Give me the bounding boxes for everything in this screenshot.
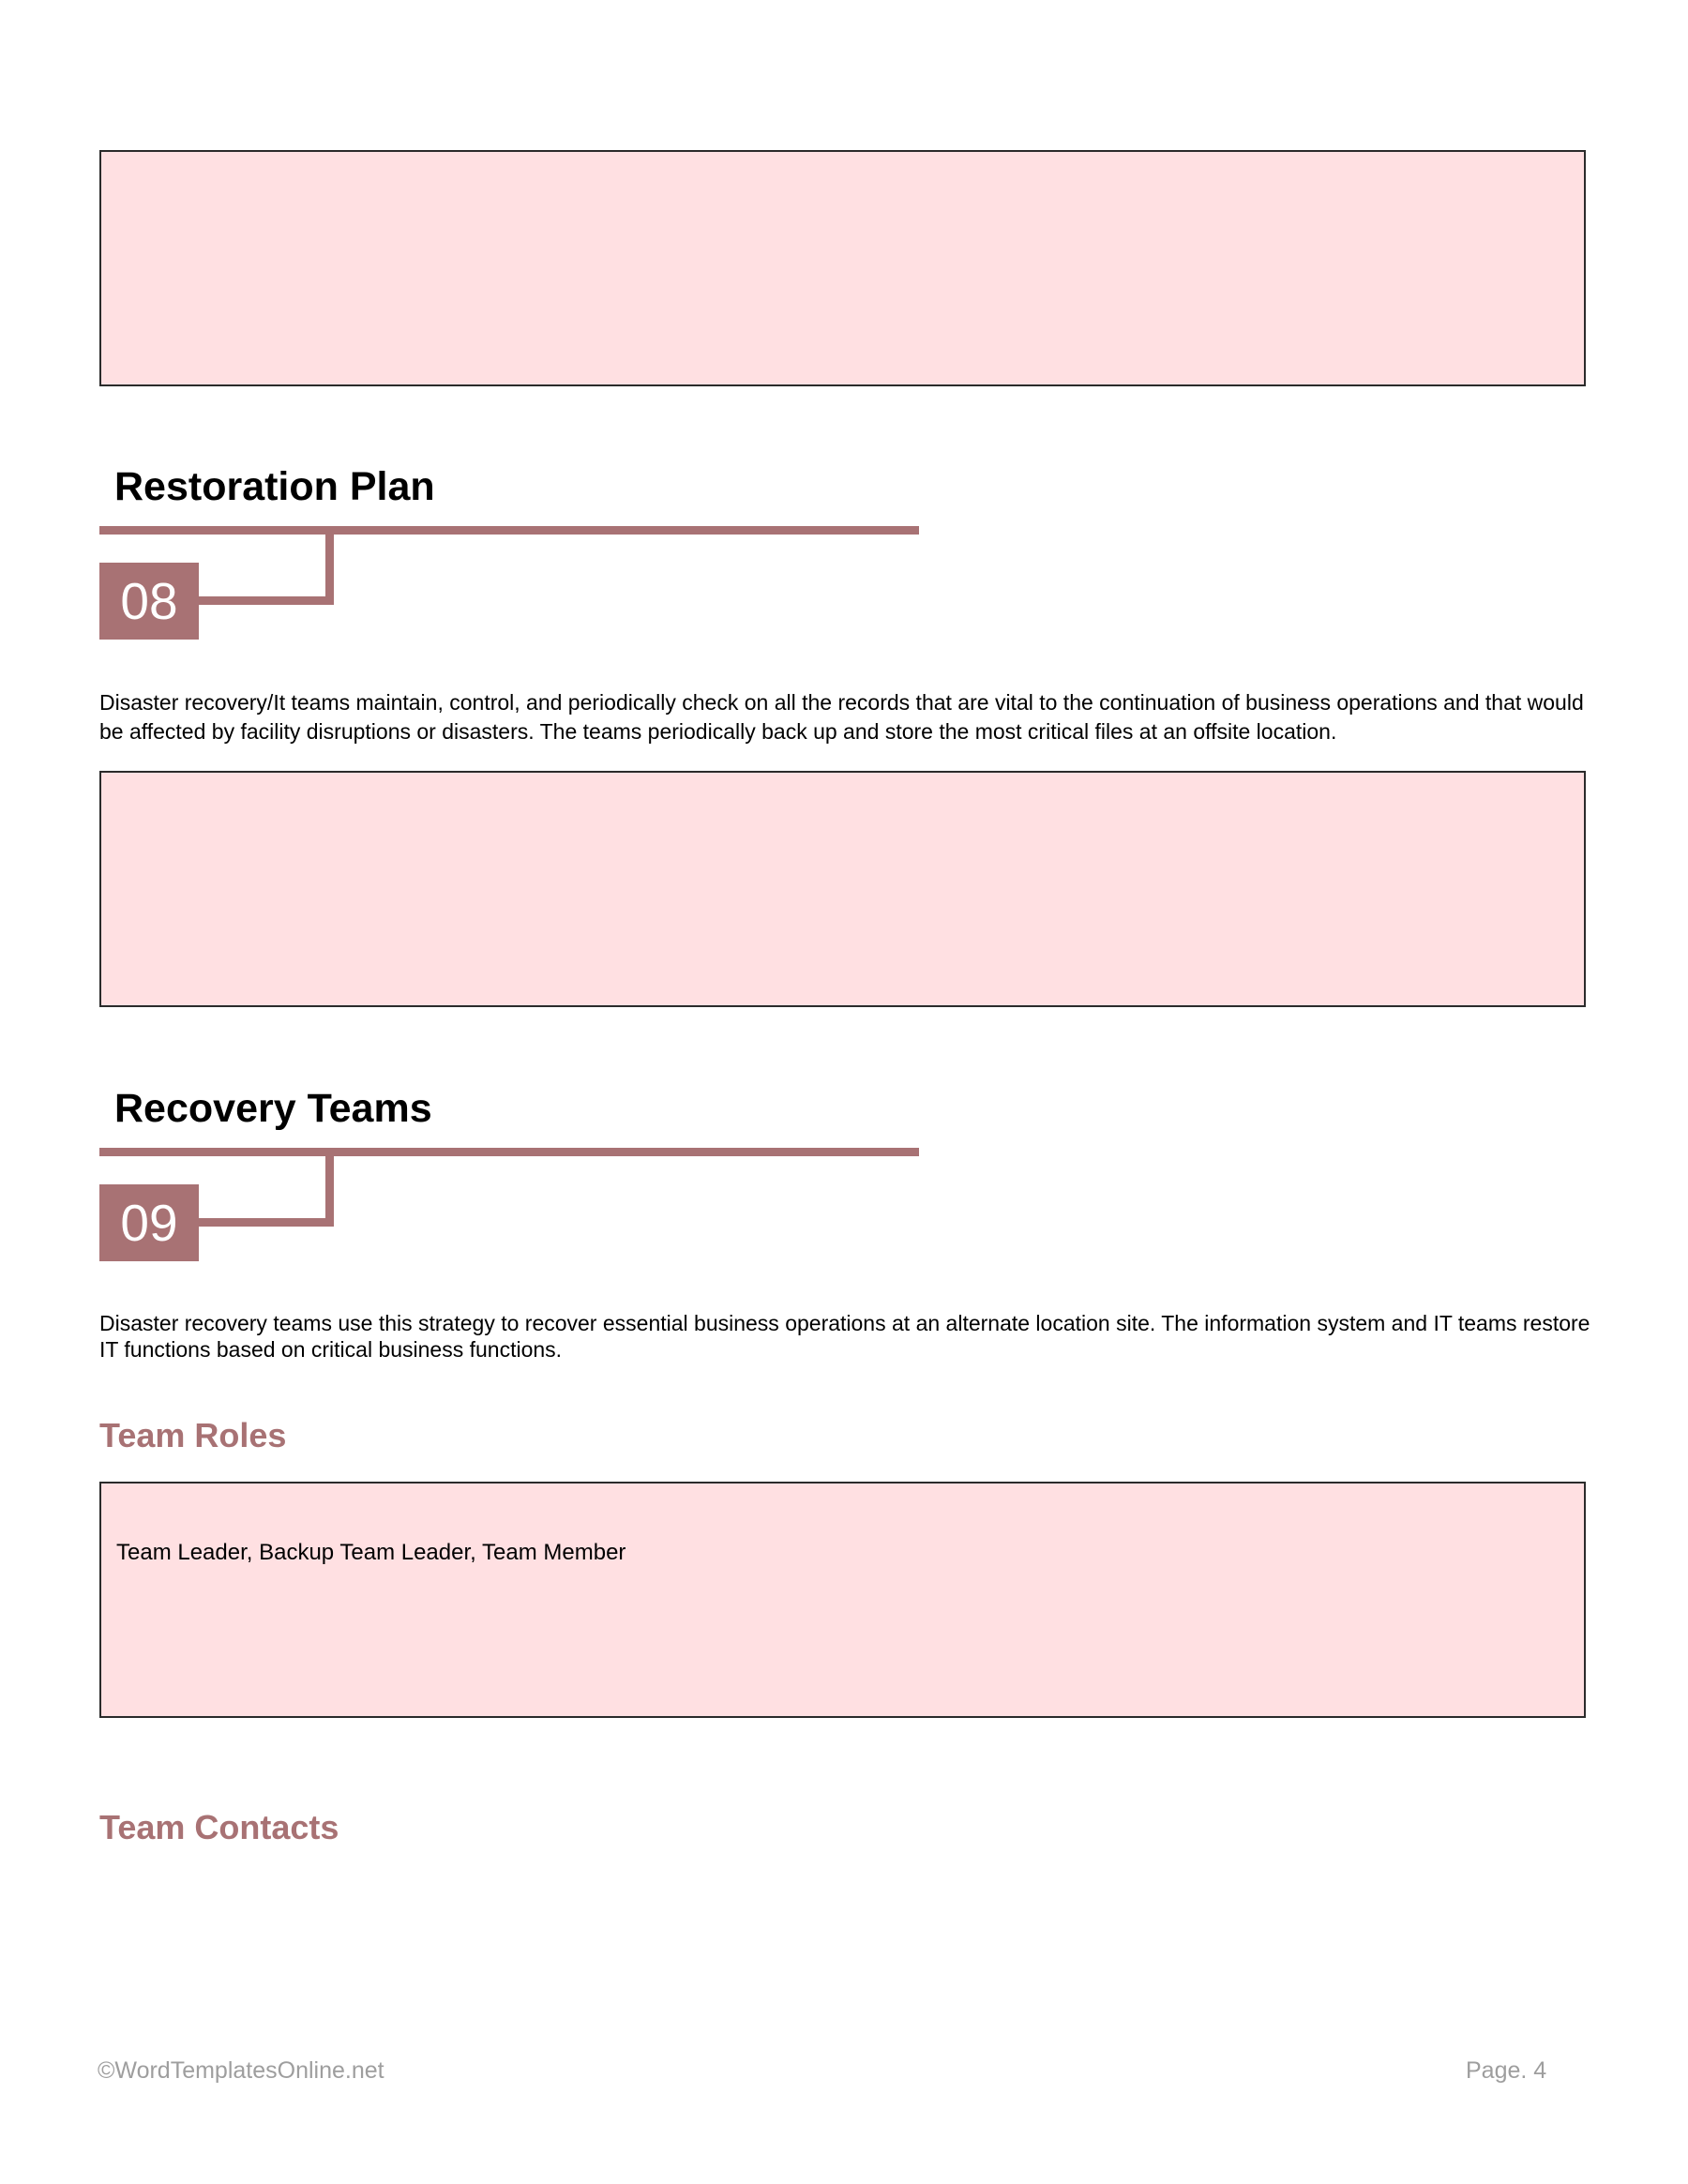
section-rule-connector [197,1218,334,1227]
team-roles-text: Team Leader, Backup Team Leader, Team Member [116,1540,626,1565]
section-rule-horizontal [99,526,919,535]
team-roles-field[interactable] [99,1482,1586,1718]
footer-copyright: ©WordTemplatesOnline.net [98,2057,384,2084]
section-rule-connector [197,596,334,605]
field-box-restoration-plan[interactable] [99,771,1586,1007]
section-number-badge: 08 [99,563,199,640]
section-number-badge: 09 [99,1184,199,1261]
field-box-top[interactable] [99,150,1586,386]
footer-page-number: Page. 4 [1466,2057,1547,2084]
section-rule-vertical [325,1148,334,1227]
section-title-restoration-plan: Restoration Plan [114,464,435,509]
section-body-text: Disaster recovery teams use this strategy to recover essential business operations at an alternate location site. The information system and IT teams restore IT functions based on critical business functions. [99,1311,1590,1362]
section-title-recovery-teams: Recovery Teams [114,1086,432,1131]
team-roles-heading: Team Roles [99,1416,287,1454]
team-contacts-heading: Team Contacts [99,1808,339,1846]
section-body-text: Disaster recovery/It teams maintain, control, and periodically check on all the records that are vital to the continuation of business operations and that would be affected by facility disruptions or disasters. The teams periodically back up and store the most critical files at an offsite location. [99,690,1584,744]
section-rule-horizontal [99,1148,919,1156]
section-rule-vertical [325,526,334,605]
